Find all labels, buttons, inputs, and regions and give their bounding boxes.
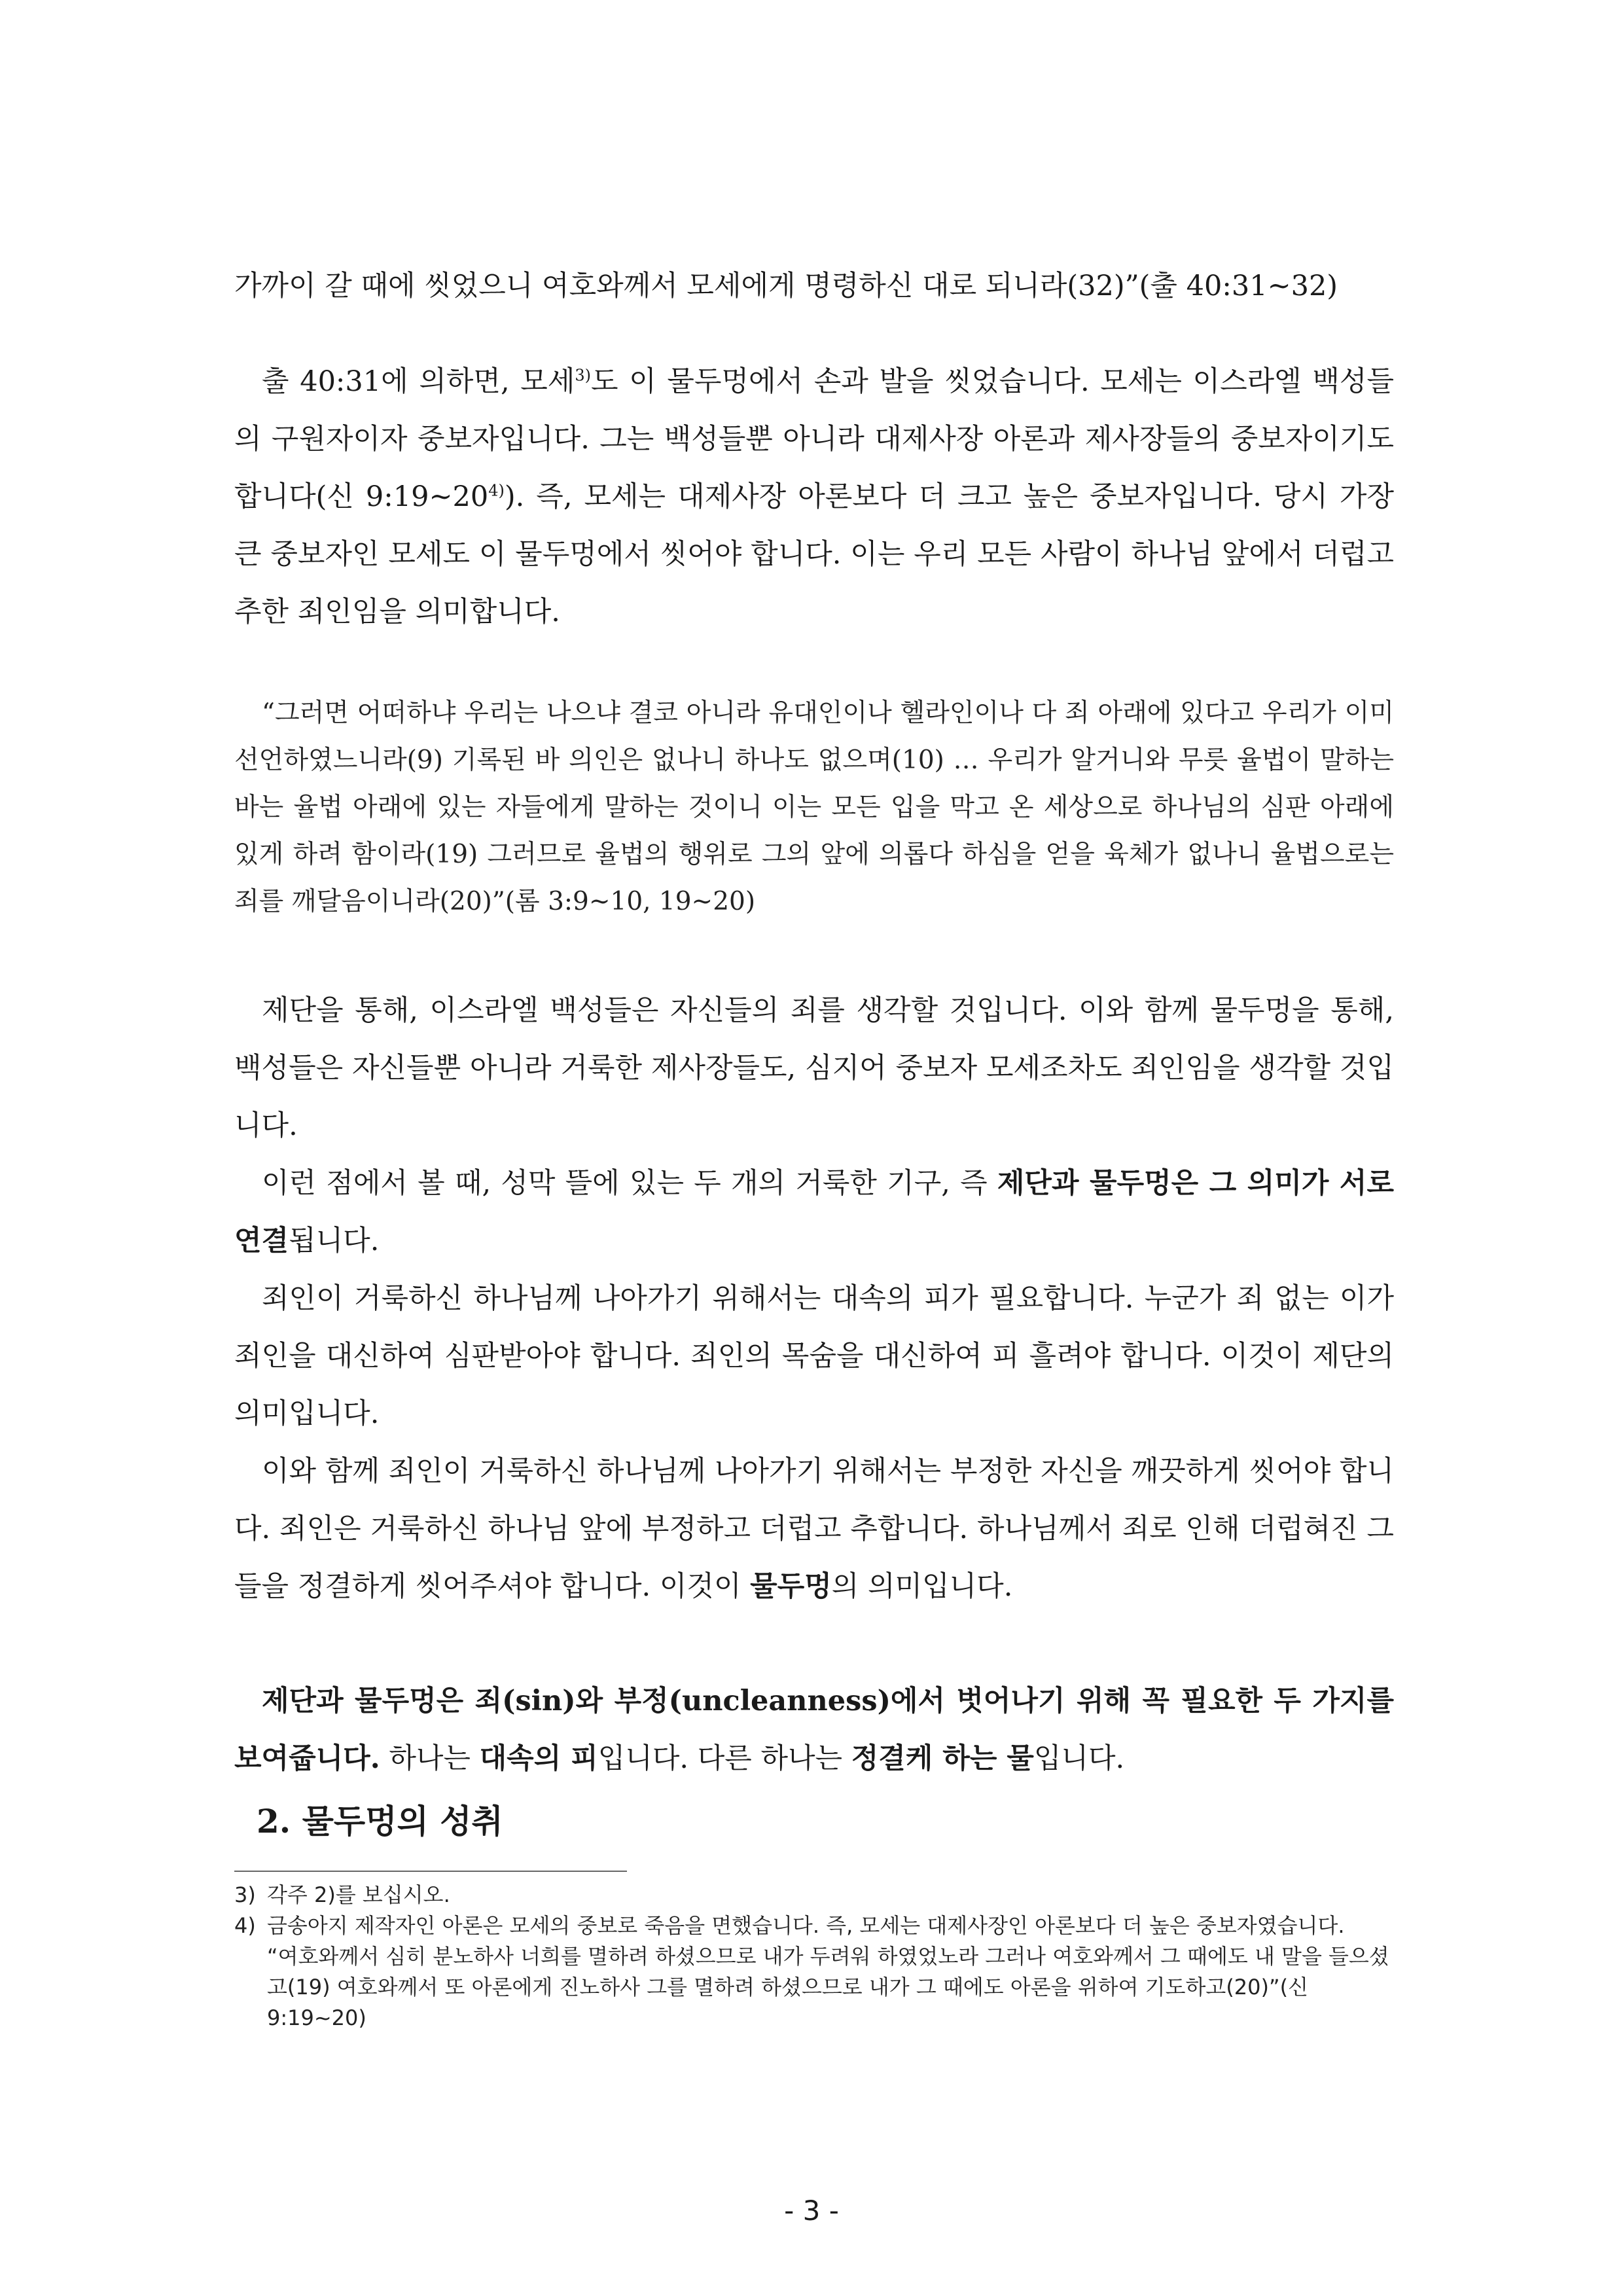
paragraph-moses-mediator: 출 40:31에 의하면, 모세$^{3)}$도 이 물두멍에서 손과 발을 씻었습니다. 모세는 이스라엘 백성들의 구원자이자 중보자입니다. 그는 백성들뿐 아니라 대제사장 아론과 제사장들의 중보자이기도 합니다(신 9:19~20$^{4)}$). 즉, 모세는 대제사장 아론보다 더 크고 높은 중보자입니다. 당시 가장 큰 중보자인 모세도 이 물두멍에서 씻어야 합니다. 이는 우리 모든 사람이 하나님 앞에서 더럽고 추한 죄인임을 의미합니다. bbox=[234, 365, 1394, 628]
paragraph-altar-laver: 제단을 통해, 이스라엘 백성들은 자신들의 죄를 생각할 것입니다. 이와 함께 물두멍을 통해, 백성들은 자신들뿐 아니라 거룩한 제사장들도, 심지어 중보자 모세조차도 죄인임을 생각할 것입니다. bbox=[234, 994, 1394, 1142]
paragraph-washing: 이와 함께 죄인이 거룩하신 하나님께 나아가기 위해서는 부정한 자신을 깨끗하게 씻어야 합니다. 죄인은 거룩하신 하나님 앞에 부정하고 더럽고 추합니다. 하나님께서 죄로 인해 더럽혀진 그들을 정결하게 씻어주셔야 합니다. 이것이 물두멍의 의미입니다. bbox=[234, 1455, 1394, 1603]
continued-quote-line: 가까이 갈 때에 씻었으니 여호와께서 모세에게 명령하신 대로 되니라(32)”(출 40:31~32) bbox=[234, 270, 1338, 302]
footnote-3 bbox=[234, 1880, 1394, 1910]
footnote-text: 금송아지 제작자인 아론은 모세의 중보로 죽음을 면했습니다. 즉, 모세는 대제사장인 아론보다 더 높은 중보자였습니다. bbox=[267, 1913, 1345, 1938]
footnote-number: 4) bbox=[234, 1913, 256, 1938]
paragraph-connection: 이런 점에서 볼 때, 성막 뜰에 있는 두 개의 거룩한 기구, 즉 제단과 물두멍은 그 의미가 서로 연결됩니다. bbox=[234, 1167, 1394, 1257]
bold-laver: 물두멍 bbox=[750, 1570, 832, 1603]
footnote-4 bbox=[234, 1910, 1394, 2034]
footnote-ref-4[interactable]: 4) bbox=[488, 481, 505, 500]
bold-connection: 제단과 물두멍은 그 의미가 서로 연결 bbox=[234, 1167, 1394, 1257]
footnote-text: 각주 2)를 보십시오. bbox=[267, 1882, 450, 1907]
bold-blood: 대속의 피 bbox=[479, 1742, 598, 1775]
page-number: - 3 - bbox=[784, 2195, 839, 2227]
bold-water: 정결케 하는 물 bbox=[851, 1742, 1034, 1775]
paragraph-summary: 제단과 물두멍은 죄(sin)와 부정(uncleanness)에서 벗어나기 위해 꼭 필요한 두 가지를 보여줍니다. 하나는 대속의 피입니다. 다른 하나는 정결케 하는 물입니다. bbox=[234, 1685, 1394, 1775]
paragraph-blood: 죄인이 거룩하신 하나님께 나아가기 위해서는 대속의 피가 필요합니다. 누군가 죄 없는 이가 죄인을 대신하여 심판받아야 합니다. 죄인의 목숨을 대신하여 피 흘려야 합니다. 이것이 제단의 의미입니다. bbox=[234, 1282, 1394, 1430]
footnote-ref-3[interactable]: 3) bbox=[575, 366, 591, 385]
footnote-quote: “여호와께서 심히 분노하사 너희를 멸하려 하셨으므로 내가 두려워 하였었노라 그러나 여호와께서 그 때에도 내 말을 들으셨고(19) 여호와께서 또 아론에게 진노하사 그를 멸하려 하셨으므로 내가 그 때에도 아론을 위하여 기도하고(20)”(신 9:19~20) bbox=[267, 1944, 1389, 2030]
footnote-divider bbox=[234, 1871, 627, 1872]
scripture-quote-romans: “그러면 어떠하냐 우리는 나으냐 결코 아니라 유대인이나 헬라인이나 다 죄 아래에 있다고 우리가 이미 선언하였느니라(9) 기록된 바 의인은 없나니 하나도 없으며(10) … 우리가 알거니와 무릇 율법이 말하는 바는 율법 아래에 있는 자들에게 말하는 것이니 이는 모든 입을 막고 온 세상으로 하나님의 심판 아래에 있게 하려 함이라(19) 그러므로 율법의 행위로 그의 앞에 의롭다 하심을 얻을 육체가 없나니 율법으로는 죄를 깨달음이니라(20)”(롬 3:9~10, 19~20) bbox=[234, 698, 1394, 916]
section-heading: 2. 물두멍의 성취 bbox=[257, 1802, 503, 1840]
footnote-number: 3) bbox=[234, 1882, 256, 1907]
bold-summary: 제단과 물두멍은 죄(sin)와 부정(uncleanness)에서 벗어나기 위해 꼭 필요한 두 가지를 보여줍니다. bbox=[234, 1685, 1394, 1775]
